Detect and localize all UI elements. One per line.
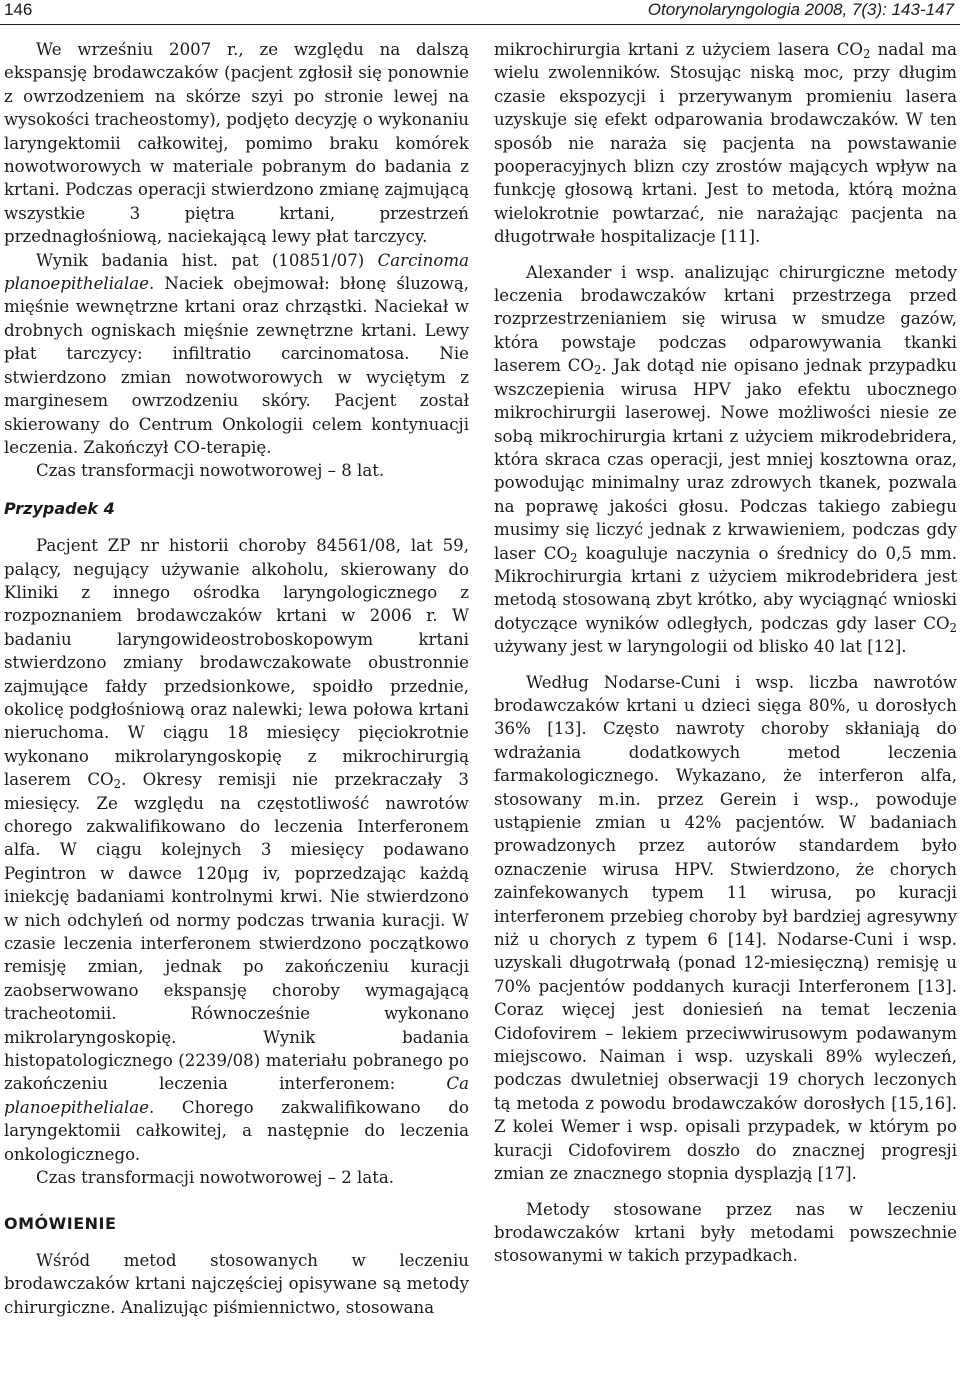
- left-column: [4, 38, 469, 1319]
- text-run: Alexander i wsp. analizując chirurgiczne metody leczenia brodawczaków krtani przestrzega przed rozprzestrzenianiem się wirusa w smudze gazów, która powstaje podczas odparowywania tkanki laserem CO: [494, 262, 957, 376]
- text-run: nadal ma wielu zwolenników. Stosując niską moc, przy długim czasie ekspozycji i przerywanym promieniu lasera uzyskuje się efekt odparowania brodawczaków. W ten sposób nie naraża się pacjenta na powstawanie pooperacyjnych blizn czy zrostów mających wpływ na funkcję głosową krtani. Jest to metoda, którą można wielokrotnie powtarzać, nie narażając pacjenta na długotrwałe hospitalizacje [11].: [494, 40, 957, 247]
- italic-diagnosis: Ca planoepithelialae: [4, 1074, 469, 1117]
- paragraph: Według Nodarse-Cuni i wsp. liczba nawrotów brodawczaków krtani u dzieci sięga 80%, u dorosłych 36% [13]. Często nawroty choroby skłaniają do wdrażania dodatkowych metod leczenia farmakologicznego. Wykazano, że interferon alfa, stosowany m.in. przez Gerein i wsp., powoduje ustąpienie zmian u 42% pacjentów. W badaniach prowadzonych przez autorów standardem było oznaczenie wirusa HPV. Stwierdzono, że chorych zainfekowanych typem 11 wirusa, po kuracji interferonem przebieg choroby był bardziej agresywny niż u chorych z typem 6 [14]. Nodarse-Cuni i wsp. uzyskali długotrwałą (ponad 12-miesięczną) remisję u 70% pacjentów poddanych kuracji Interferonem [13]. Coraz więcej jest doniesień na temat leczenia Cidofovirem – lekiem przeciwwirusowym podawanym miejscowo. Naiman i wsp. uzyskali 89% wyleczeń, podczas dwuletniej obserwacji 19 chorych leczonych tą metoda z powodu brodawczaków dorosłych [15,16]. Z kolei Wemer i wsp. opisali przypadek, w którym po kuracji Cidofovirem doszło do znacznej progresji zmian ze znacznego stopnia dysplazją [17].: [494, 672, 957, 1184]
- paragraph: Czas transformacji nowotworowej – 8 lat.: [36, 461, 385, 481]
- paragraph: We wrześniu 2007 r., ze względu na dalszą ekspansję brodawczaków (pacjent zgłosił się ponownie z owrzodzeniem na skórze szyi po stronie lewej na wysokości tracheostomy), podjęto decyzję o wykonaniu laryngektomii całkowitej, pomimo braku komórek nowotworowych w materiale pobranym do badania z krtani. Podczas operacji stwierdzono zmianę zajmującą wszystkie 3 piętra krtani, przestrzeń przednagłośniową, naciekającą lewy płat tarczycy.: [4, 40, 469, 247]
- subscript: 2: [863, 46, 871, 61]
- paragraph: [494, 261, 957, 659]
- text-run: koaguluje naczynia o średnicy do 0,5 mm. Mikrochirurgia krtani z użyciem mikrodebridera jest metodą stosowaną zbyt krótko, aby wyciągnąć wnioski dotyczące wyników odległych, podczas gdy laser CO: [494, 543, 957, 633]
- text-run: . Chorego zakwalifikowano do laryngektomii całkowitej, a następnie do leczenia onkologicznego.: [4, 1097, 469, 1164]
- text-run: . Jak dotąd nie opisano jednak przypadku wszczepienia wirusa HPV jako efektu ubocznego mikrochirurgii laserowej. Nowe możliwości niesie ze sobą mikrochirurgia krtani z użyciem mikrodebridera, która skraca czas operacji, jest mniej kosztowna oraz, powodując minimalny uraz zdrowych tkanek, pozwala na poprawę jakości głosu. Podczas takiego zabiegu musimy się liczyć jednak z krwawieniem, podczas gdy laser CO: [494, 356, 957, 563]
- paragraph: [4, 534, 469, 1166]
- subscript: 2: [594, 363, 602, 378]
- subscript: 2: [949, 620, 957, 635]
- paragraph: Metody stosowane przez nas w leczeniu brodawczaków krtani były metodami powszechnie stosowanymi w takich przypadkach.: [494, 1199, 957, 1266]
- header-rule: [0, 24, 960, 25]
- running-header: [0, 0, 960, 22]
- text-run: . Naciek obejmował: błonę śluzową, mięśnie wewnętrzne krtani oraz chrząstki. Naciekał w drobnych ogniskach mięśnie zewnętrzne krtani. Lewy płat tarczycy: infiltratio carcinomatosa. Nie stwierdzono zmian nowotworowych w wyciętym z marginesem owrzodzeniu skóry. Pacjent został skierowany do Centrum Onkologii celem kontynuacji leczenia. Zakończył CO-terapię.: [4, 274, 469, 457]
- right-column: [494, 38, 957, 1268]
- text-run: mikrochirurgia krtani z użyciem lasera CO: [494, 40, 863, 59]
- text-run: Wynik badania hist. pat (10851/07): [36, 250, 378, 270]
- italic-diagnosis: Carcinoma planoepithelialae: [4, 250, 469, 294]
- section-heading: OMÓWIENIE: [4, 1213, 117, 1233]
- paragraph: Wśród metod stosowanych w leczeniu brodawczaków krtani najczęściej opisywane są metody chirurgiczne. Analizując piśmiennictwo, stosowana: [4, 1250, 469, 1317]
- paragraph: [4, 249, 469, 460]
- text-run: używany jest w laryngologii od blisko 40 lat [12].: [494, 637, 907, 657]
- case-heading: Przypadek 4: [4, 498, 115, 518]
- paragraph: Czas transformacji nowotworowej – 2 lata.: [36, 1168, 395, 1188]
- subscript: 2: [113, 777, 122, 792]
- text-run: Pacjent ZP nr historii choroby 84561/08, lat 59, palący, negujący używanie alkoholu, skierowany do Kliniki z innego ośrodka laryngologicznego z rozpoznaniem brodawczaków krtani w 2006 r. W badaniu laryngowideostroboskopowym krtani stwierdzono zmiany brodawczakowate obustronnie zajmujące fałdy przedsionkowe, spoidło przednie, okolicę podgłośniową oraz nalewki; lewa połowa krtani nieruchoma. W ciągu 18 miesięcy pięciokrotnie wykonano mikrolaryngoskopię z mikrochirurgią laserem CO: [4, 536, 469, 790]
- journal-citation: Otorynolaryngologia 2008, 7(3): 143-147: [647, 0, 954, 19]
- page-number: 146: [4, 0, 33, 19]
- paragraph: [494, 38, 957, 249]
- text-run: . Okresy remisji nie przekraczały 3 miesięcy. Ze względu na częstotliwość nawrotów chorego zakwalifikowano do leczenia Interferonem alfa. W ciągu kolejnych 3 miesięcy podawano Pegintron w dawce 120μg iv, poprzedzając każdą iniekcję badaniami kontrolnymi krwi. Nie stwierdzono w nich odchyleń od normy podczas trwania kuracji. W czasie leczenia interferonem stwierdzono początkowo remisję zmian, jednak po zakończeniu kuracji zaobserwowano ekspansję choroby wymagającą tracheotomii. Równocześnie wykonano mikrolaryngoskopię. Wynik badania histopatologicznego (2239/08) materiału pobranego po zakończeniu leczenia interferonem:: [4, 770, 469, 1094]
- subscript: 2: [570, 550, 578, 565]
